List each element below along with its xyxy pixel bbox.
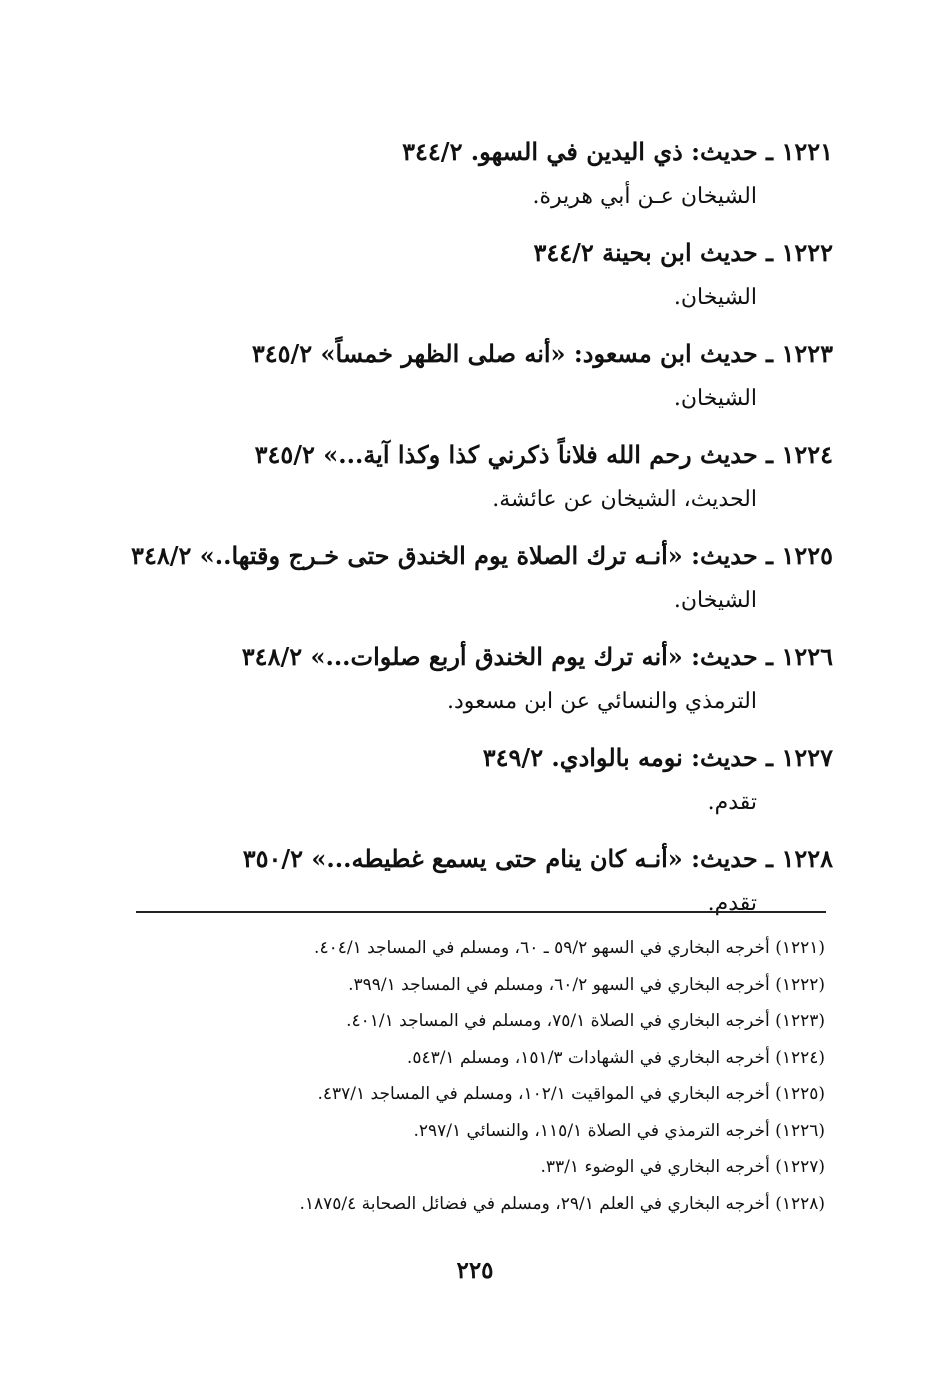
entry-source: الحديث، الشيخان عن عائشة. — [492, 487, 757, 512]
footnote: (١٢٢٧) أخرجه البخاري في الوضوء ٣٣/١. — [540, 1157, 825, 1177]
entry-heading: ١٢٢٢ ـ حديث ابن بحينة ٣٤٤/٢ — [533, 238, 833, 267]
hadith-entry — [73, 330, 833, 420]
entry-source: الشيخان. — [673, 386, 757, 411]
footnotes — [105, 930, 825, 1222]
entry-heading: ١٢٢٧ ـ حديث: نومه بالوادي. ٣٤٩/٢ — [482, 743, 833, 772]
entry-heading: ١٢٢٨ ـ حديث: «أنـه كان ينام حتى يسمع غطيطه...» ٣٥٠/٢ — [242, 844, 833, 873]
footnote: (١٢٢٣) أخرجه البخاري في الصلاة ٧٥/١، ومسلم في المساجد ٤٠١/١. — [346, 1011, 825, 1031]
footnote: (١٢٢١) أخرجه البخاري في السهو ٥٩/٢ ـ ٦٠، ومسلم في المساجد ٤٠٤/١. — [314, 938, 825, 958]
footnote-divider — [136, 911, 826, 913]
entry-source: الترمذي والنسائي عن ابن مسعود. — [446, 689, 757, 714]
entry-source: الشيخان عـن أبي هريرة. — [532, 184, 757, 209]
entry-heading: ١٢٢٦ ـ حديث: «أنه ترك يوم الخندق أربع صلوات...» ٣٤٨/٢ — [241, 642, 833, 671]
entry-heading: ١٢٢٣ ـ حديث ابن مسعود: «أنه صلى الظهر خمساً» ٣٤٥/٢ — [251, 339, 833, 368]
entry-heading: ١٢٢٤ ـ حديث رحم الله فلاناً ذكرني كذا وكذا آية...» ٣٤٥/٢ — [254, 440, 833, 469]
footnote: (١٢٢٤) أخرجه البخاري في الشهادات ١٥١/٣، ومسلم ٥٤٣/١. — [406, 1047, 825, 1068]
hadith-entry — [73, 532, 833, 622]
hadith-entry — [73, 128, 833, 218]
hadith-entries — [73, 128, 833, 936]
footnote: (١٢٢٨) أخرجه البخاري في العلم ٢٩/١، ومسلم في فضائل الصحابة ١٨٧٥/٤. — [299, 1193, 825, 1214]
footnote: (١٢٢٥) أخرجه البخاري في المواقيت ١٠٢/١، ومسلم في المساجد ٤٣٧/١. — [317, 1084, 825, 1104]
footnote: (١٢٢٦) أخرجه الترمذي في الصلاة ١١٥/١، والنسائي ٢٩٧/١. — [413, 1120, 825, 1141]
entry-source: الشيخان. — [673, 588, 757, 613]
hadith-entry — [73, 734, 833, 824]
entry-heading: ١٢٢١ ـ حديث: ذي اليدين في السهو. ٣٤٤/٢ — [402, 137, 833, 166]
entry-source: تقدم. — [707, 790, 757, 815]
footnote: (١٢٢٢) أخرجه البخاري في السهو ٦٠/٢، ومسلم في المساجد ٣٩٩/١. — [348, 974, 825, 995]
entry-source: تقدم. — [707, 891, 757, 916]
hadith-entry — [73, 633, 833, 723]
hadith-entry — [73, 431, 833, 521]
entry-source: الشيخان. — [673, 285, 757, 310]
hadith-entry — [73, 229, 833, 319]
page-number: ٢٢٥ — [456, 1257, 494, 1284]
entry-heading: ١٢٢٥ ـ حديث: «أنـه ترك الصلاة يوم الخندق حتى خـرج وقتها..» ٣٤٨/٢ — [131, 541, 833, 570]
